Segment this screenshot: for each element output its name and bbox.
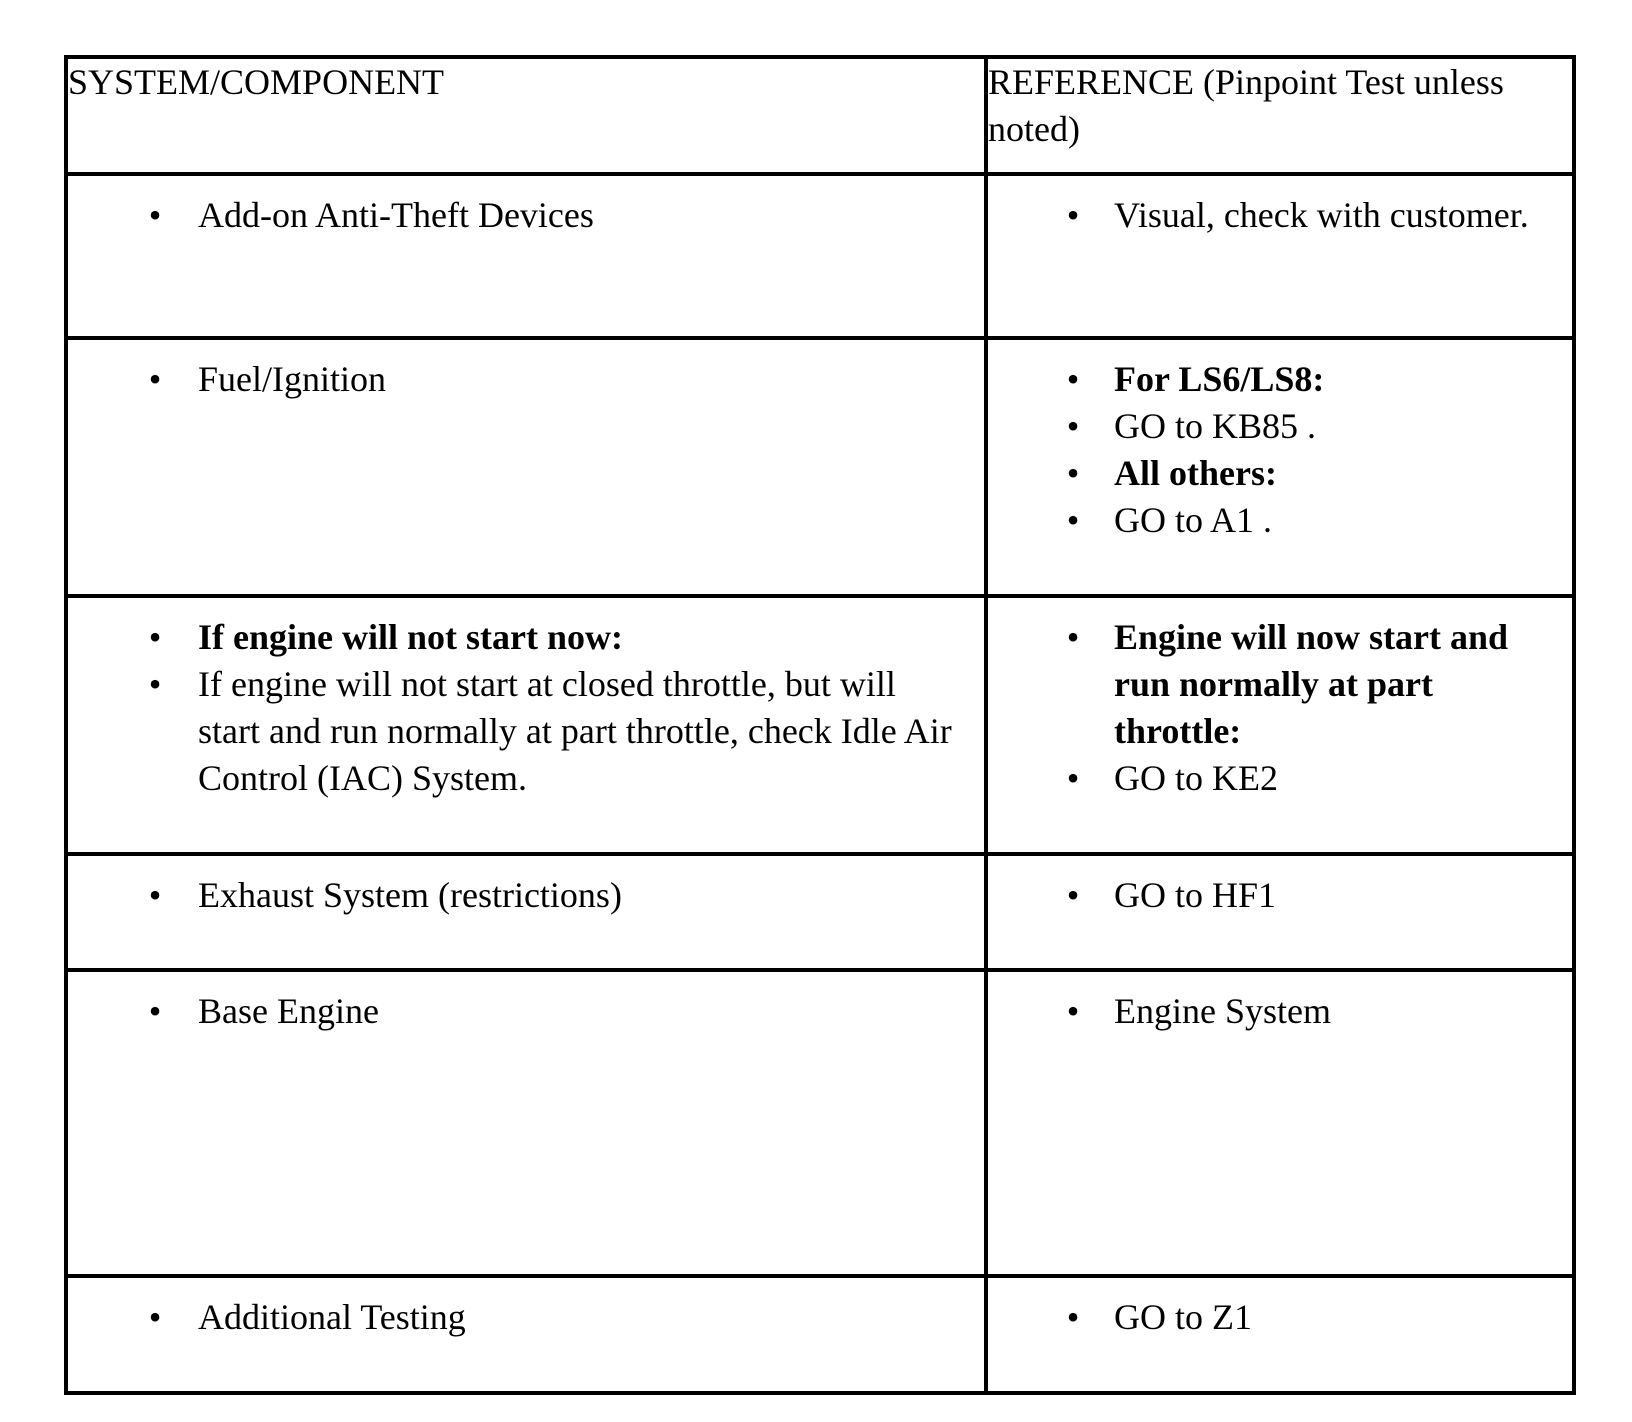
system-component-cell xyxy=(66,854,986,970)
list-item xyxy=(68,192,960,239)
system-component-cell xyxy=(66,970,986,1276)
bullet-icon: • xyxy=(148,195,162,235)
list-item xyxy=(988,614,1548,755)
list-item xyxy=(68,661,960,802)
reference-cell xyxy=(986,338,1574,596)
bullet-icon: • xyxy=(1066,758,1080,798)
list-item xyxy=(988,403,1548,450)
list-item-text: Additional Testing xyxy=(198,1297,466,1337)
reference-cell xyxy=(986,596,1574,854)
bullet-list xyxy=(68,598,984,802)
diagnostic-reference-table xyxy=(64,55,1576,1395)
system-component-cell xyxy=(66,1276,986,1393)
header-system-component: SYSTEM/COMPONENT xyxy=(66,57,986,174)
bullet-icon: • xyxy=(1066,195,1080,235)
bullet-icon: • xyxy=(148,359,162,399)
bullet-list xyxy=(68,856,984,919)
bullet-icon: • xyxy=(1066,875,1080,915)
list-item xyxy=(988,1294,1548,1341)
header-reference: REFERENCE (Pinpoint Test unless noted) xyxy=(986,57,1574,174)
list-item xyxy=(68,1294,960,1341)
system-component-cell xyxy=(66,596,986,854)
list-item xyxy=(68,614,960,661)
list-item-text: If engine will not start at closed throttle, but will start and run normally at part throttle, check Idle Air Control (IAC) System. xyxy=(198,664,952,798)
list-item-text: Fuel/Ignition xyxy=(198,359,386,399)
reference-cell xyxy=(986,1276,1574,1393)
bullet-icon: • xyxy=(1066,406,1080,446)
reference-cell xyxy=(986,970,1574,1276)
table-header-row xyxy=(66,57,1574,174)
list-item-text: GO to KB85 . xyxy=(1114,406,1317,446)
list-item-text: Exhaust System (restrictions) xyxy=(198,875,622,915)
reference-cell xyxy=(986,854,1574,970)
bullet-icon: • xyxy=(1066,617,1080,657)
bullet-icon: • xyxy=(148,664,162,704)
list-item-text: Base Engine xyxy=(198,991,379,1031)
list-item-text: Visual, check with customer. xyxy=(1114,195,1529,235)
bullet-icon: • xyxy=(1066,1297,1080,1337)
table-row xyxy=(66,174,1574,338)
list-item xyxy=(988,988,1548,1035)
list-item-text: If engine will not start now: xyxy=(198,617,623,657)
table-row xyxy=(66,1276,1574,1393)
list-item-text: Engine System xyxy=(1114,991,1331,1031)
list-item-text: GO to A1 . xyxy=(1114,500,1273,540)
bullet-list xyxy=(68,176,984,239)
system-component-cell xyxy=(66,338,986,596)
list-item-text: GO to KE2 xyxy=(1114,758,1278,798)
list-item-text: GO to HF1 xyxy=(1114,875,1277,915)
bullet-list xyxy=(988,598,1572,802)
list-item-text: For LS6/LS8: xyxy=(1114,359,1325,399)
bullet-icon: • xyxy=(148,617,162,657)
bullet-icon: • xyxy=(1066,991,1080,1031)
list-item-text: GO to Z1 xyxy=(1114,1297,1252,1337)
list-item-text: Add-on Anti-Theft Devices xyxy=(198,195,594,235)
bullet-list xyxy=(68,972,984,1035)
list-item xyxy=(68,356,960,403)
list-item xyxy=(988,755,1548,802)
bullet-list xyxy=(988,1278,1572,1341)
bullet-icon: • xyxy=(1066,453,1080,493)
table-row xyxy=(66,854,1574,970)
reference-cell xyxy=(986,174,1574,338)
bullet-list xyxy=(988,856,1572,919)
bullet-icon: • xyxy=(1066,500,1080,540)
bullet-list xyxy=(988,972,1572,1035)
list-item xyxy=(68,872,960,919)
table-row xyxy=(66,338,1574,596)
list-item xyxy=(988,497,1548,544)
bullet-icon: • xyxy=(148,1297,162,1337)
list-item-text: Engine will now start and run normally at part throttle: xyxy=(1114,617,1509,751)
list-item-text: All others: xyxy=(1114,453,1277,493)
bullet-icon: • xyxy=(148,875,162,915)
list-item xyxy=(988,356,1548,403)
table-row xyxy=(66,596,1574,854)
system-component-cell xyxy=(66,174,986,338)
table-row xyxy=(66,970,1574,1276)
bullet-icon: • xyxy=(148,991,162,1031)
bullet-icon: • xyxy=(1066,359,1080,399)
bullet-list xyxy=(988,176,1572,239)
list-item xyxy=(988,192,1548,239)
list-item xyxy=(68,988,960,1035)
list-item xyxy=(988,450,1548,497)
bullet-list xyxy=(988,340,1572,544)
bullet-list xyxy=(68,1278,984,1341)
bullet-list xyxy=(68,340,984,403)
list-item xyxy=(988,872,1548,919)
